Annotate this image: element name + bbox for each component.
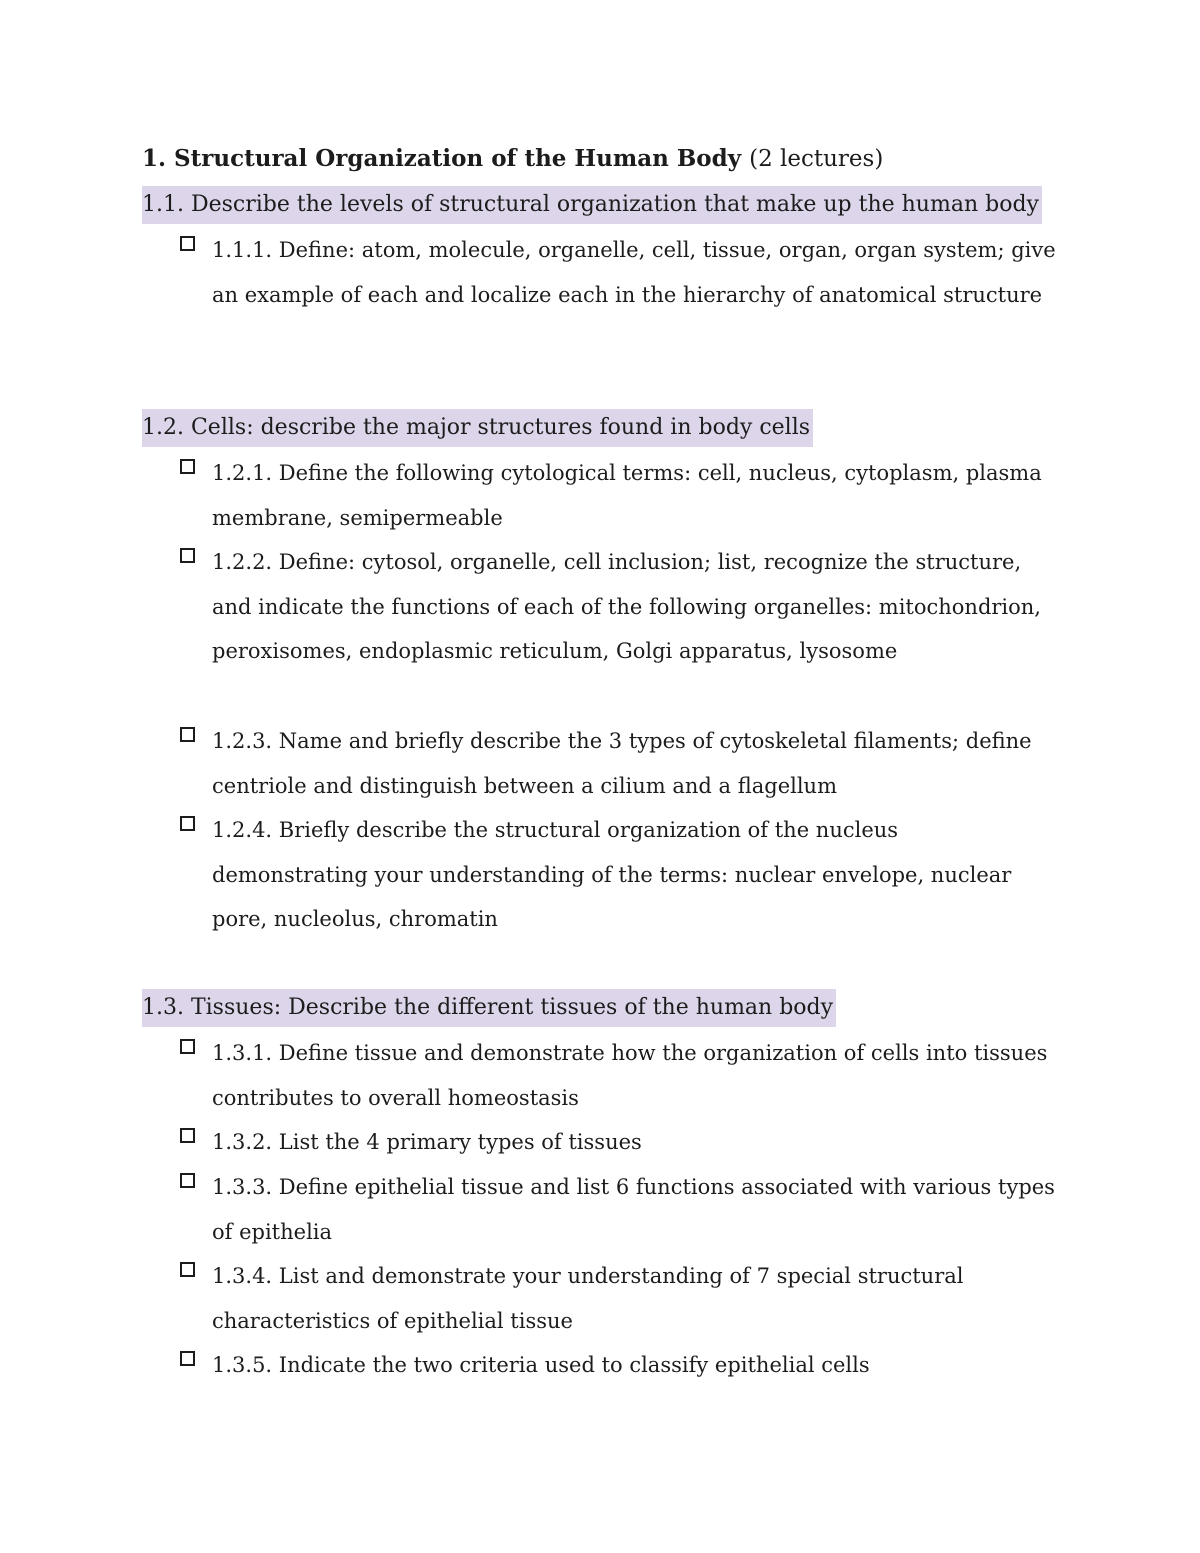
checklist-item-1-3-5: [178, 1343, 1058, 1388]
title-lecture-count: (2 lectures): [749, 146, 884, 172]
objective-text: 1.3.5. Indicate the two criteria used to classify epithelial cells: [212, 1353, 870, 1377]
objective-text: 1.2.3. Name and briefly describe the 3 types of cytoskeletal filaments; define centriole and distinguish between a cilium and a flagellum: [212, 729, 1032, 798]
checkbox-icon[interactable]: [180, 1351, 195, 1366]
checkbox-icon[interactable]: [180, 548, 195, 563]
checkbox-icon[interactable]: [180, 1262, 195, 1277]
checklist-item-1-2-1: [178, 451, 1058, 540]
section-heading-1-1: 1.1. Describe the levels of structural organization that make up the human body: [142, 186, 1042, 224]
checkbox-icon[interactable]: [180, 236, 195, 251]
checkbox-icon[interactable]: [180, 459, 195, 474]
checkbox-icon[interactable]: [180, 727, 195, 742]
objective-text: 1.3.3. Define epithelial tissue and list 6 functions associated with various types of epithelia: [212, 1175, 1055, 1244]
objective-text: 1.2.4. Briefly describe the structural organization of the nucleus demonstrating your understanding of the terms: nuclear envelope, nuclear pore, nucleolus, chromatin: [212, 818, 1012, 932]
checkbox-icon[interactable]: [180, 1128, 195, 1143]
objective-text: 1.2.2. Define: cytosol, organelle, cell inclusion; list, recognize the structure, and indicate the functions of each of the following organelles: mitochondrion, peroxisomes, endoplasmic reticulum, Golgi apparatus, lysosome: [212, 550, 1041, 664]
section-heading-1-2: 1.2. Cells: describe the major structures found in body cells: [142, 409, 813, 447]
section-heading-1-3: 1.3. Tissues: Describe the different tissues of the human body: [142, 989, 836, 1027]
checklist-item-1-3-3: [178, 1165, 1058, 1254]
checklist-item-1-1-1: [178, 228, 1058, 317]
objective-text: 1.1.1. Define: atom, molecule, organelle, cell, tissue, organ, organ system; give an example of each and localize each in the hierarchy of anatomical structure: [212, 238, 1056, 307]
checklist-item-1-2-2: [178, 540, 1058, 674]
checklist-item-1-3-2: [178, 1120, 1058, 1165]
objective-text: 1.3.4. List and demonstrate your understanding of 7 special structural characteristics of epithelial tissue: [212, 1264, 964, 1333]
objective-text: 1.3.1. Define tissue and demonstrate how the organization of cells into tissues contributes to overall homeostasis: [212, 1041, 1048, 1110]
objective-text: 1.3.2. List the 4 primary types of tissues: [212, 1130, 642, 1154]
checklist-item-1-2-4: [178, 808, 1058, 942]
title-main: 1. Structural Organization of the Human Body: [142, 145, 742, 172]
checklist-item-1-3-1: [178, 1031, 1058, 1120]
checkbox-icon[interactable]: [180, 1173, 195, 1188]
checklist-item-1-3-4: [178, 1254, 1058, 1343]
checkbox-icon[interactable]: [180, 816, 195, 831]
objective-text: 1.2.1. Define the following cytological terms: cell, nucleus, cytoplasm, plasma membrane, semipermeable: [212, 461, 1042, 530]
checkbox-icon[interactable]: [180, 1039, 195, 1054]
document-title: [142, 140, 883, 178]
checklist-item-1-2-3: [178, 719, 1058, 808]
